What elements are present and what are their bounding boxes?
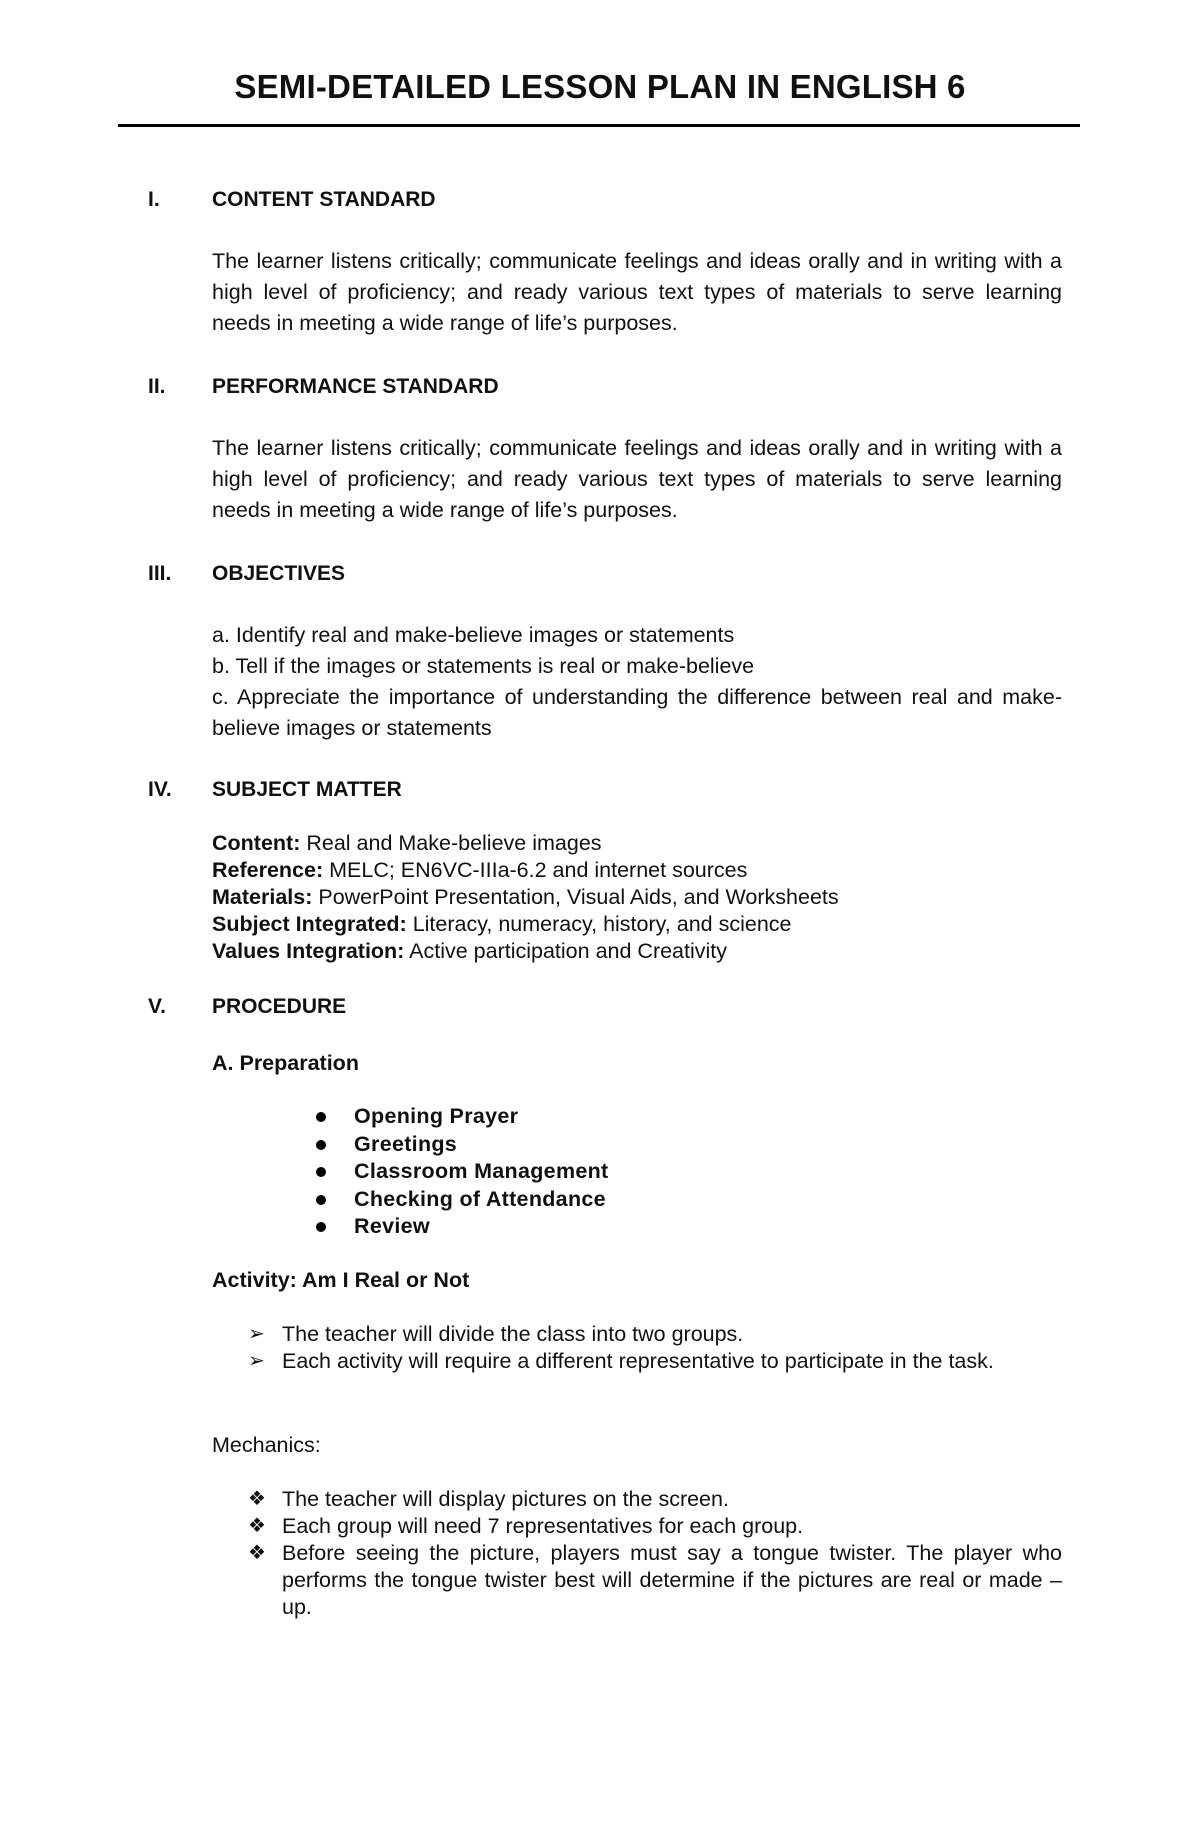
row-label: Content: [212, 831, 301, 855]
objective-item: c. Appreciate the importance of understanding the difference between real and make-believe images or statements [212, 685, 1062, 740]
bullet-icon [316, 1140, 326, 1150]
objective-item: a. Identify real and make-believe images or statements [212, 623, 735, 647]
performance-standard-text: The learner listens critically; communicate feelings and ideas orally and in writing with a high level of proficiency; and ready various text types of materials to serve learning needs in meeting a wide range of life’s purposes. [212, 436, 1062, 522]
activity-item: ➢ The teacher will divide the class into two groups. [248, 1322, 744, 1346]
diamond-bullet-icon: ❖ [248, 1488, 266, 1510]
objective-item: b. Tell if the images or statements is real or make-believe [212, 654, 755, 678]
document-title: SEMI-DETAILED LESSON PLAN IN ENGLISH 6 [234, 68, 966, 105]
preparation-heading: A. Preparation [212, 1051, 359, 1075]
section-numeral-subject-matter: IV. [148, 778, 172, 801]
section-numeral-objectives: III. [148, 562, 172, 585]
arrow-bullet-icon: ➢ [248, 1350, 265, 1372]
row-value: Real and Make-believe images [300, 831, 602, 855]
row-label: Materials: [212, 885, 313, 909]
section-heading-performance-standard: PERFORMANCE STANDARD [212, 375, 499, 398]
row-label: Subject Integrated: [212, 912, 407, 936]
diamond-bullet-icon: ❖ [248, 1515, 266, 1537]
subject-matter-row-materials [212, 884, 1062, 911]
subject-matter-row-subject-integrated [212, 911, 1062, 938]
mechanics-item: ❖ Before seeing the picture, players must say a tongue twister. The player who performs the tongue twister best will determine if the pictures are real or made – up. [248, 1541, 1062, 1619]
subject-matter-row-reference [212, 857, 1062, 884]
mechanics-label: Mechanics: [212, 1433, 321, 1457]
subject-matter-row-content [212, 830, 1062, 857]
section-numeral-performance-standard: II. [148, 375, 166, 398]
arrow-bullet-icon: ➢ [248, 1323, 265, 1345]
section-heading-objectives: OBJECTIVES [212, 562, 346, 585]
preparation-item: Checking of Attendance [212, 1186, 1062, 1214]
section-numeral-content-standard: I. [148, 188, 160, 211]
preparation-item: Classroom Management [212, 1158, 1062, 1186]
preparation-item: Opening Prayer [212, 1103, 1062, 1131]
preparation-item: Review [212, 1213, 1062, 1241]
subject-matter-row-values-integration [212, 938, 1062, 965]
mechanics-label-block [212, 1430, 1062, 1461]
subject-matter-details [212, 830, 1062, 965]
bullet-icon [316, 1222, 326, 1232]
section-heading-procedure: PROCEDURE [212, 995, 347, 1018]
preparation-list [212, 1103, 1062, 1241]
row-label: Reference: [212, 858, 324, 882]
section-heading-subject-matter: SUBJECT MATTER [212, 778, 402, 801]
section-heading-content-standard: CONTENT STANDARD [212, 188, 436, 211]
row-value: Active participation and Creativity [404, 939, 728, 963]
diamond-bullet-icon: ❖ [248, 1542, 266, 1564]
mechanics-item: ❖ Each group will need 7 representatives for each group. [248, 1514, 804, 1538]
preparation-heading-block [212, 1050, 1062, 1077]
bullet-icon [316, 1167, 326, 1177]
content-standard-text: The learner listens critically; communicate feelings and ideas orally and in writing with a high level of proficiency; and ready various text types of materials to serve learning needs in meeting a wide range of life’s purposes. [212, 249, 1062, 335]
title-underline [118, 124, 1080, 127]
bullet-icon [316, 1112, 326, 1122]
performance-standard-body [212, 433, 1062, 526]
activity-heading-block [212, 1267, 1062, 1294]
preparation-item: Greetings [212, 1131, 1062, 1159]
row-value: Literacy, numeracy, history, and science [406, 912, 792, 936]
activity-heading: Activity: Am I Real or Not [212, 1268, 470, 1292]
content-standard-body [212, 246, 1062, 339]
objectives-list [212, 620, 1062, 744]
activity-list [212, 1321, 1062, 1375]
row-value: PowerPoint Presentation, Visual Aids, and Worksheets [312, 885, 839, 909]
row-value: MELC; EN6VC-IIIa-6.2 and internet sources [323, 858, 748, 882]
row-label: Values Integration: [212, 939, 405, 963]
mechanics-item: ❖ The teacher will display pictures on the screen. [248, 1487, 729, 1511]
bullet-icon [316, 1195, 326, 1205]
mechanics-list [212, 1486, 1062, 1621]
section-numeral-procedure: V. [148, 995, 166, 1018]
activity-item: ➢ Each activity will require a different representative to participate in the task. [248, 1349, 994, 1373]
